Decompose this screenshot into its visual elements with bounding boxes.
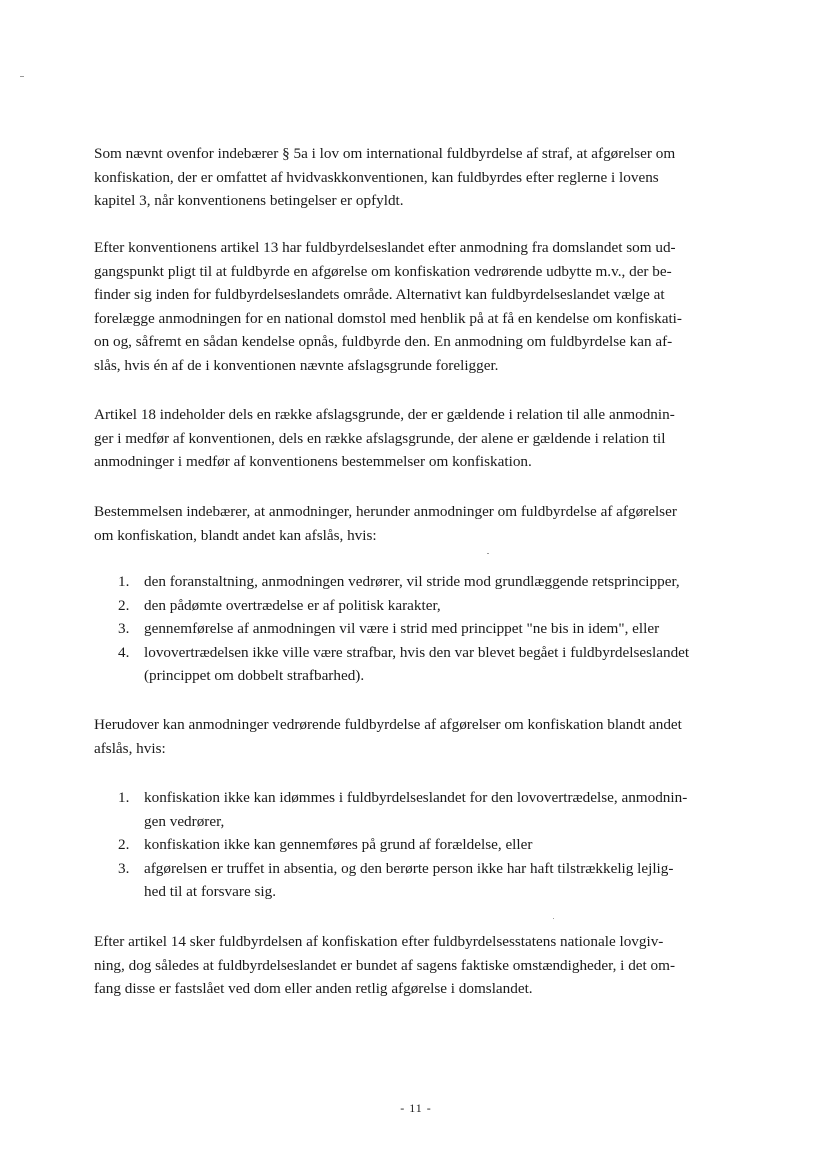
paragraph-line: afslås, hvis: — [94, 739, 166, 757]
paragraph-line: Efter konventionens artikel 13 har fuldbyrdelseslandet efter anmodning fra domslandet som ud- — [94, 239, 676, 256]
paragraph-3 — [94, 403, 754, 474]
list-item — [94, 833, 754, 857]
list-item-line: gennemførelse af anmodningen vil være i strid med princippet "ne bis in idem", eller — [144, 620, 660, 637]
paragraph-line: finder sig inden for fuldbyrdelseslandets område. Alternativt kan fuldbyrdelseslandet vælge at — [94, 286, 665, 303]
list-item-line: konfiskation ikke kan idømmes i fuldbyrdelseslandet for den lovovertrædelse, anmodnin- — [144, 789, 688, 806]
paragraph-line: konfiskation, der er omfattet af hvidvaskkonventionen, kan fuldbyrdes efter reglerne i lovens — [94, 168, 659, 186]
scan-speck — [20, 76, 24, 77]
refusal-grounds-list-2 — [94, 786, 754, 904]
list-item-number: 1. — [118, 573, 130, 590]
paragraph-6 — [94, 930, 754, 1001]
refusal-grounds-list-1 — [94, 570, 754, 688]
list-item — [94, 641, 754, 688]
paragraph-line: ning, dog således at fuldbyrdelseslandet er bundet af sagens faktiske omstændigheder, i det om- — [94, 956, 676, 974]
paragraph-line: om konfiskation, blandt andet kan afslås, hvis: — [94, 526, 377, 544]
paragraph-5 — [94, 713, 754, 760]
list-item-line: afgørelsen er truffet in absentia, og den berørte person ikke har haft tilstrækkelig lejlig- — [144, 859, 674, 877]
paragraph-line: ger i medfør af konventionen, dels en række afslagsgrunde, der alene er gældende i relation til — [94, 429, 666, 447]
paragraph-line: Herudover kan anmodninger vedrørende fuldbyrdelse af afgørelser om konfiskation blandt andet — [94, 716, 682, 733]
paragraph-line: Som nævnt ovenfor indebærer § 5a i lov om international fuldbyrdelse af straf, at afgørelser om — [94, 145, 676, 162]
paragraph-line: anmodninger i medfør af konventionens bestemmelser om konfiskation. — [94, 453, 532, 470]
paragraph-line: Efter artikel 14 sker fuldbyrdelsen af konfiskation efter fuldbyrdelsesstatens nationale lovgiv- — [94, 933, 664, 950]
paragraph-line: on og, såfremt en sådan kendelse opnås, fuldbyrde den. En anmodning om fuldbyrdelse kan af- — [94, 333, 673, 350]
list-item-line: gen vedrører, — [144, 812, 225, 830]
paragraph-line: slås, hvis én af de i konventionen nævnte afslagsgrunde foreligger. — [94, 356, 499, 374]
list-item — [94, 857, 754, 904]
paragraph-4 — [94, 500, 754, 547]
list-item-line: lovovertrædelsen ikke ville være strafbar, hvis den var blevet begået i fuldbyrdelseslandet — [144, 643, 690, 661]
paragraph-1 — [94, 142, 754, 213]
list-item — [94, 594, 754, 618]
list-item-number: 2. — [118, 836, 130, 853]
paragraph-2 — [94, 236, 754, 377]
list-item-line: den foranstaltning, anmodningen vedrører, vil stride mod grundlæggende retsprincipper, — [144, 573, 680, 590]
list-item-line: hed til at forsvare sig. — [144, 883, 277, 900]
page-number: - 11 - — [400, 1101, 432, 1115]
list-item-number: 2. — [118, 596, 130, 614]
list-item — [94, 570, 754, 594]
list-item-number: 3. — [118, 620, 130, 637]
list-item-number: 3. — [118, 859, 130, 877]
list-item-number: 4. — [118, 643, 130, 661]
list-item — [94, 786, 754, 833]
scan-speck — [487, 553, 489, 554]
list-item-line: den pådømte overtrædelse er af politisk karakter, — [144, 596, 441, 614]
list-item-line: (princippet om dobbelt strafbarhed). — [144, 667, 365, 684]
paragraph-line: forelægge anmodningen for en national domstol med henblik på at få en kendelse om konfiskati- — [94, 309, 682, 327]
paragraph-line: gangspunkt pligt til at fuldbyrde en afgørelse om konfiskation vedrørende udbytte m.v., der be- — [94, 262, 672, 280]
paragraph-line: kapitel 3, når konventionens betingelser er opfyldt. — [94, 192, 404, 209]
list-item-line: konfiskation ikke kan gennemføres på grund af forældelse, eller — [144, 836, 533, 853]
scan-speck — [553, 918, 554, 919]
list-item-number: 1. — [118, 789, 130, 806]
paragraph-line: Bestemmelsen indebærer, at anmodninger, herunder anmodninger om fuldbyrdelse af afgørelser — [94, 503, 677, 520]
paragraph-line: Artikel 18 indeholder dels en række afslagsgrunde, der er gældende i relation til alle anmodnin- — [94, 406, 675, 423]
list-item — [94, 617, 754, 641]
paragraph-line: fang disse er fastslået ved dom eller anden retlig afgørelse i domslandet. — [94, 980, 533, 997]
